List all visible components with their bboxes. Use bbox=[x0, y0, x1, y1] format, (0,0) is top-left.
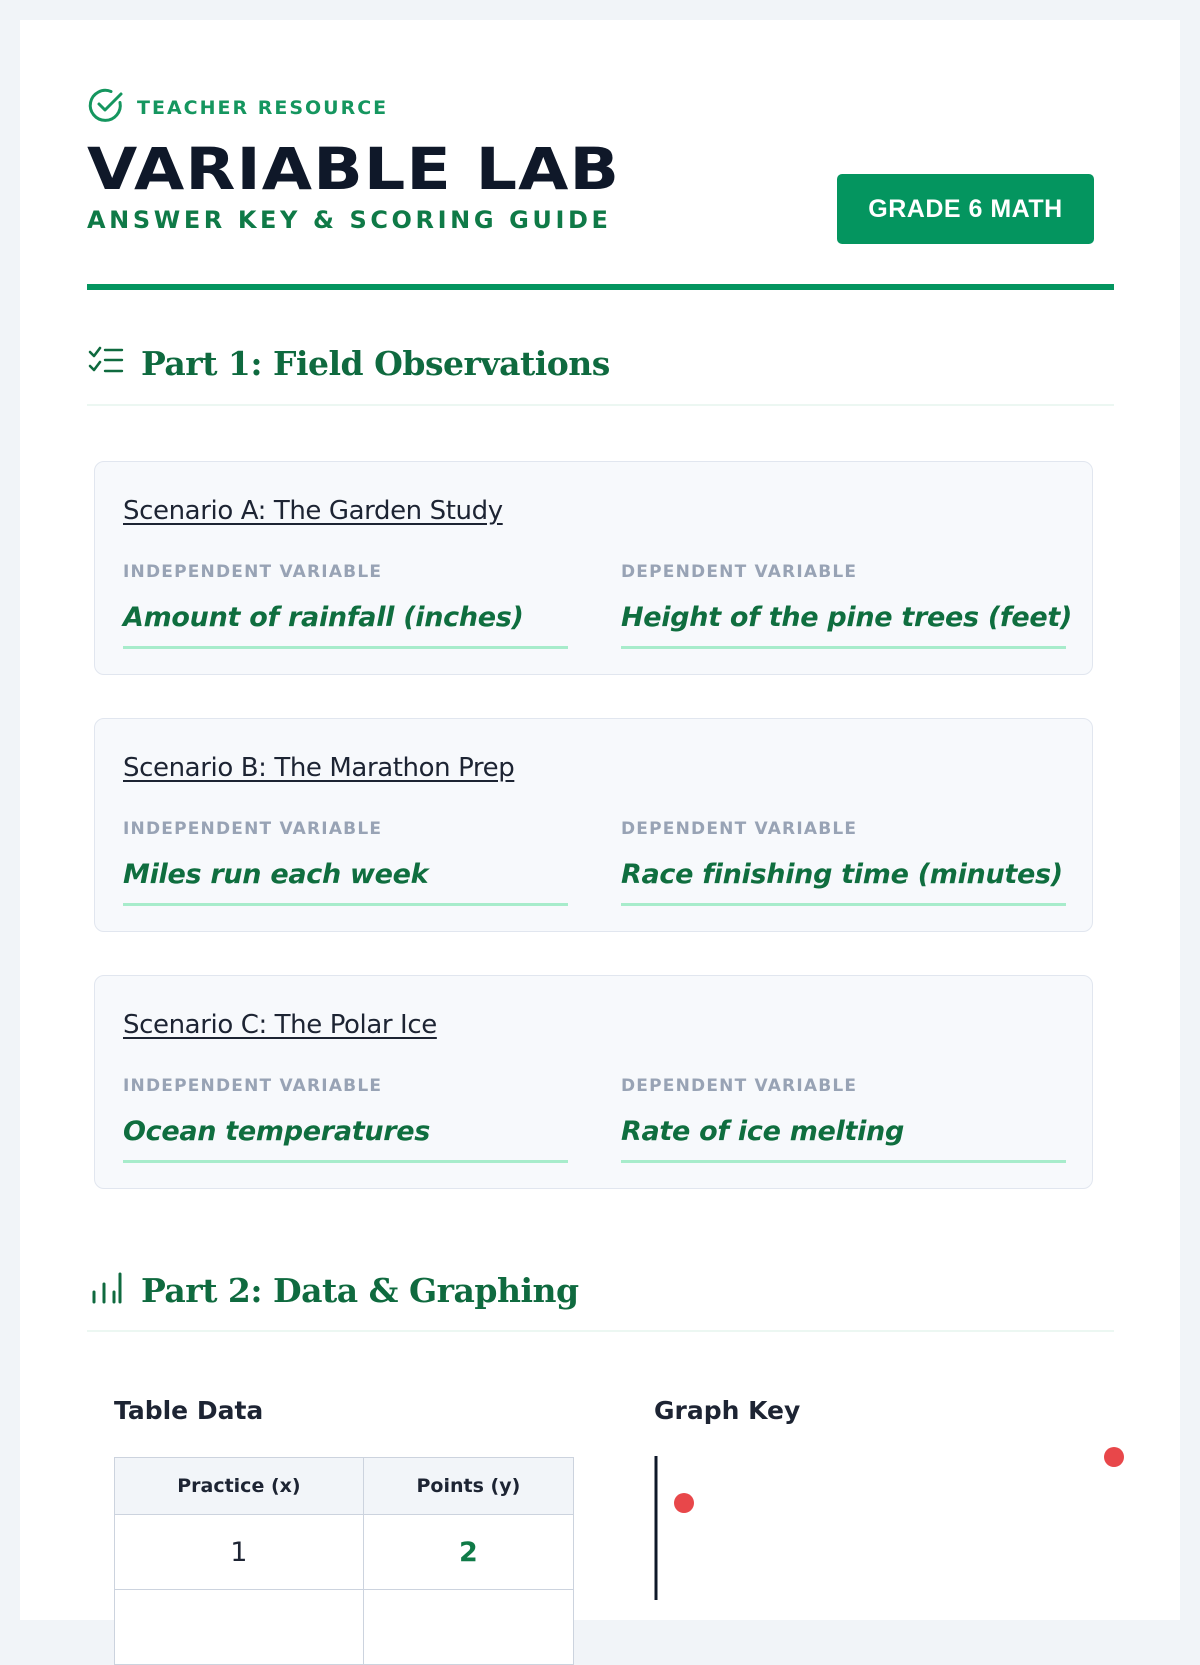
table-heading: Table Data bbox=[114, 1396, 264, 1425]
page-subtitle: ANSWER KEY & SCORING GUIDE bbox=[87, 206, 612, 234]
part2-title: Part 2: Data & Graphing bbox=[141, 1271, 579, 1310]
table-cell bbox=[115, 1590, 364, 1665]
scenario-title: Scenario A: The Garden Study bbox=[123, 496, 503, 526]
dependent-label: DEPENDENT VARIABLE bbox=[621, 1076, 858, 1096]
independent-answer: Miles run each week bbox=[123, 859, 568, 906]
scenario-card bbox=[94, 718, 1093, 932]
independent-answer: Amount of rainfall (inches) bbox=[123, 602, 568, 649]
table-header-row bbox=[115, 1458, 574, 1515]
graph-key bbox=[654, 1440, 1124, 1600]
scenario-card bbox=[94, 461, 1093, 675]
independent-label: INDEPENDENT VARIABLE bbox=[123, 819, 383, 839]
dependent-answer: Rate of ice melting bbox=[621, 1116, 1066, 1163]
part1-title: Part 1: Field Observations bbox=[141, 344, 610, 383]
graph-point bbox=[674, 1493, 694, 1513]
table-row bbox=[115, 1590, 574, 1665]
page-title: VARIABLE LAB bbox=[87, 135, 621, 203]
dependent-label: DEPENDENT VARIABLE bbox=[621, 562, 858, 582]
bar-chart-icon bbox=[87, 1270, 125, 1311]
dependent-answer: Height of the pine trees (feet) bbox=[621, 602, 1066, 649]
part1-heading bbox=[87, 344, 610, 383]
eyebrow-label: TEACHER RESOURCE bbox=[137, 96, 389, 119]
scenario-title: Scenario C: The Polar Ice bbox=[123, 1010, 437, 1040]
eyebrow bbox=[87, 86, 388, 129]
independent-label: INDEPENDENT VARIABLE bbox=[123, 562, 383, 582]
column-header: Practice (x) bbox=[115, 1458, 364, 1515]
graph-point bbox=[1104, 1447, 1124, 1467]
scenario-title: Scenario B: The Marathon Prep bbox=[123, 753, 515, 783]
independent-answer: Ocean temperatures bbox=[123, 1116, 568, 1163]
table-cell bbox=[363, 1590, 573, 1665]
table-row bbox=[115, 1515, 574, 1590]
checklist-icon bbox=[87, 344, 125, 383]
graph-heading: Graph Key bbox=[654, 1396, 801, 1425]
check-circle-icon bbox=[87, 86, 125, 129]
dependent-label: DEPENDENT VARIABLE bbox=[621, 819, 858, 839]
data-table bbox=[114, 1457, 574, 1665]
grade-badge: GRADE 6 MATH bbox=[837, 174, 1094, 244]
part2-divider bbox=[87, 1330, 1114, 1332]
dependent-answer: Race finishing time (minutes) bbox=[621, 859, 1066, 906]
table-cell: 1 bbox=[115, 1515, 364, 1590]
scenario-card bbox=[94, 975, 1093, 1189]
independent-label: INDEPENDENT VARIABLE bbox=[123, 1076, 383, 1096]
column-header: Points (y) bbox=[363, 1458, 573, 1515]
part1-divider bbox=[87, 404, 1114, 406]
part2-heading bbox=[87, 1270, 579, 1311]
table-cell: 2 bbox=[363, 1515, 573, 1590]
header-divider bbox=[87, 284, 1114, 290]
